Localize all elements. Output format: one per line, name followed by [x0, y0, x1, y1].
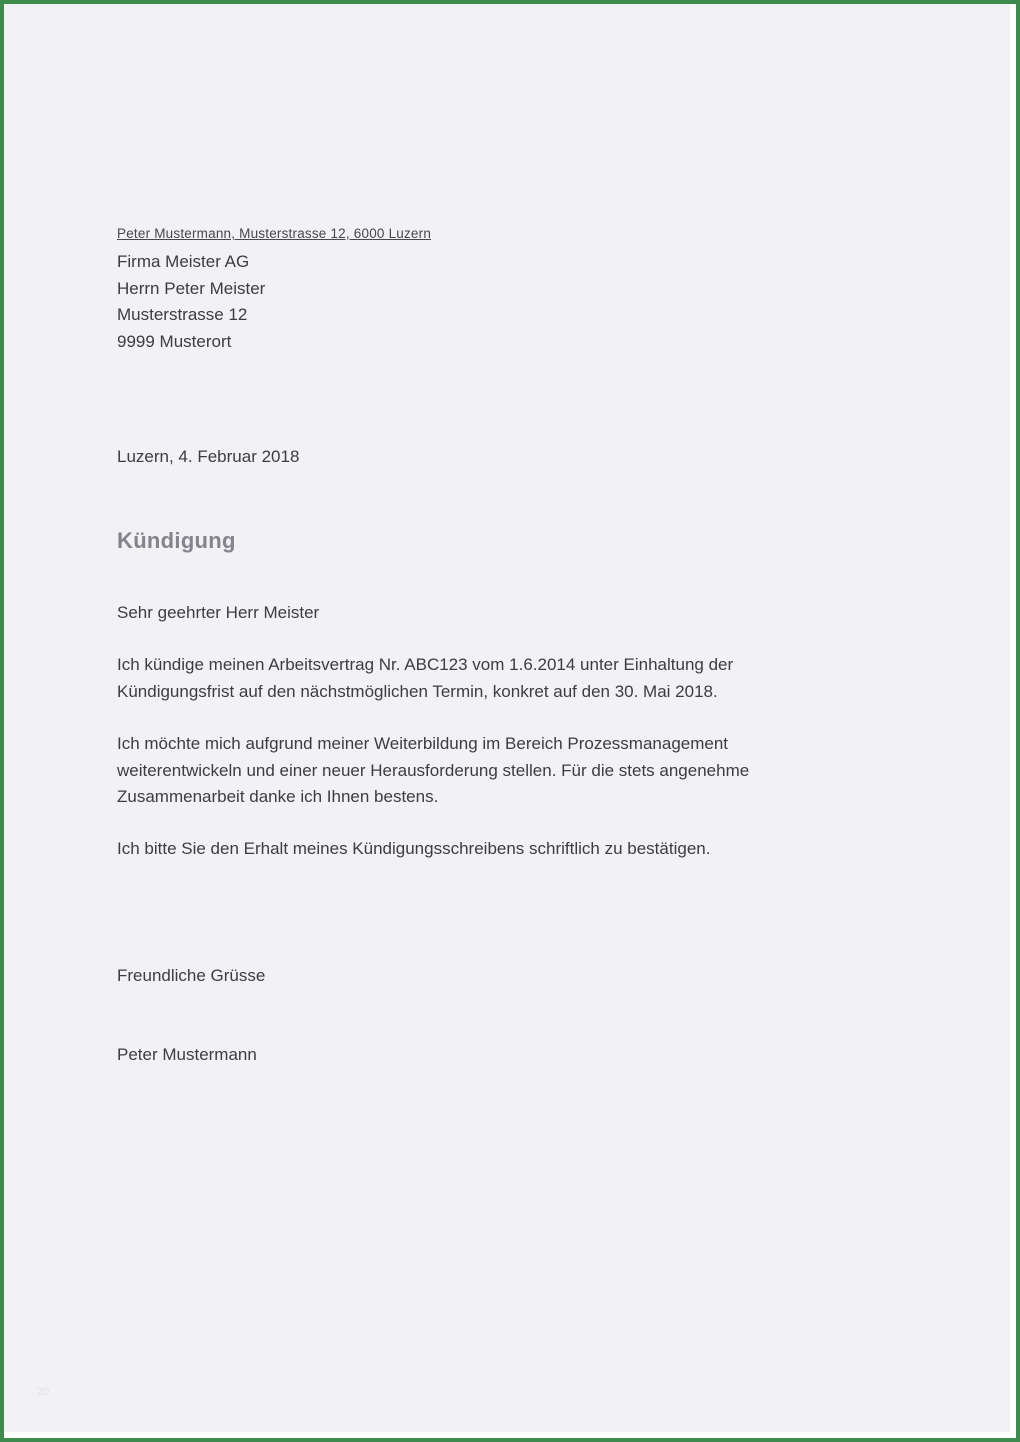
sender-address-line: Peter Mustermann, Musterstrasse 12, 6000 Luzern — [117, 226, 432, 241]
subject-heading: Kündigung — [117, 528, 236, 553]
body-paragraph-termination: Ich kündige meinen Arbeitsvertrag Nr. ABC123 vom 1.6.2014 unter Einhaltung der Kündigungsfrist auf den nächstmöglichen Termin, konkret auf den 30. Mai 2018. — [117, 655, 734, 701]
recipient-company: Firma Meister AG — [117, 252, 250, 271]
body-paragraph-reason: Ich möchte mich aufgrund meiner Weiterbildung im Bereich Prozessmanagement weiterentwickeln und einer neuer Herausforderung stellen. Für die stets angenehme Zusammenarbeit danke ich Ihnen bestens. — [117, 734, 750, 806]
recipient-city: 9999 Musterort — [117, 331, 232, 351]
paper-sheet — [4, 4, 1010, 1432]
signature-name: Peter Mustermann — [117, 1045, 257, 1064]
salutation-line: Sehr geehrter Herr Meister — [117, 603, 320, 622]
resignation-letter — [117, 4, 839, 1432]
closing-line: Freundliche Grüsse — [117, 966, 266, 985]
recipient-address-block — [117, 249, 265, 355]
place-and-date-line: Luzern, 4. Februar 2018 — [117, 447, 300, 466]
recipient-street: Musterstrasse 12 — [117, 305, 248, 324]
body-paragraph-confirmation-request: Ich bitte Sie den Erhalt meines Kündigungsschreibens schriftlich zu bestätigen. — [117, 839, 711, 858]
recipient-name: Herrn Peter Meister — [117, 278, 266, 298]
page-number-watermark: 20 — [37, 1386, 50, 1398]
